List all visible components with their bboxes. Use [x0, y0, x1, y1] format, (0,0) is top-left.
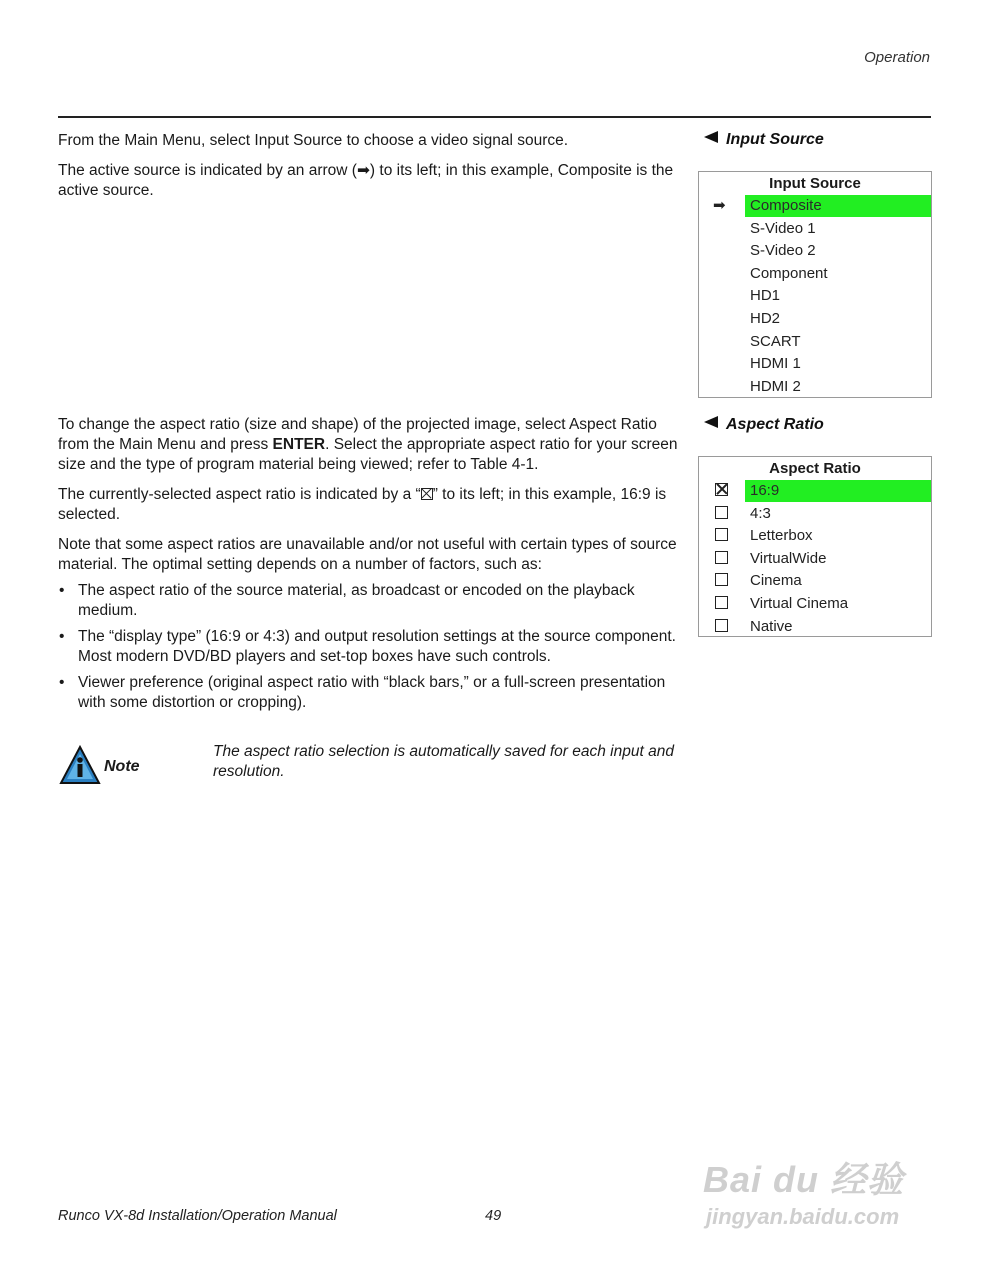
checkbox-wrap [713, 503, 733, 525]
menu-item-hdmi2[interactable] [699, 376, 931, 399]
menu-item-label: SCART [750, 332, 801, 350]
menu-item-4-3[interactable] [699, 503, 931, 526]
aspect-para2-start: The currently-selected aspect ratio is indicated by a “ [58, 486, 421, 503]
checkbox-wrap [713, 525, 733, 547]
menu-item-label: HD2 [750, 309, 781, 327]
menu-item-label: HDMI 1 [750, 355, 801, 373]
list-item: • Viewer preference (original aspect ratio with “black bars,” or a full-screen presentation with some distortion or cropping). [58, 673, 683, 713]
checked-checkbox-icon[interactable] [715, 483, 728, 496]
menu-item-label: VirtualWide [750, 549, 827, 567]
checkbox-icon[interactable] [715, 596, 728, 609]
note-label: Note [104, 758, 140, 775]
input-source-heading-label: Input Source [726, 131, 824, 148]
section-header: Operation [864, 49, 930, 66]
input-source-menu-title: Input Source [769, 175, 861, 192]
aspect-ratio-heading [704, 416, 824, 434]
checkbox-wrap [713, 616, 733, 638]
checkbox-icon[interactable] [715, 551, 728, 564]
menu-item-composite[interactable] [699, 195, 931, 218]
aspect-para1 [58, 415, 683, 475]
aspect-para2-end: ” to its left; in this example, 16:9 is selected. [58, 486, 667, 523]
menu-item-16-9[interactable] [699, 480, 931, 503]
aspect-ratio-heading-label: Aspect Ratio [726, 416, 824, 433]
heading-pointer-icon [704, 416, 718, 428]
input-source-menu [698, 171, 932, 398]
page-number: 49 [485, 1208, 502, 1224]
menu-item-label: Virtual Cinema [750, 594, 849, 612]
menu-item-svideo1[interactable] [699, 218, 931, 241]
menu-item-label: 16:9 [745, 480, 931, 502]
aspect-para2 [58, 485, 683, 525]
input-source-text [58, 131, 683, 201]
list-item: • The aspect ratio of the source material, as broadcast or encoded on the playback medium. [58, 581, 683, 621]
menu-item-hd2[interactable] [699, 308, 931, 331]
menu-item-svideo2[interactable] [699, 240, 931, 263]
aspect-ratio-menu [698, 456, 932, 637]
checkbox-icon[interactable] [715, 619, 728, 632]
aspect-ratio-text [58, 415, 683, 719]
aspect-para1-end: . Select the appropriate aspect ratio for your screen size and the type of program material being viewed; refer to Table 4-1. [58, 436, 678, 473]
input-source-para1: From the Main Menu, select Input Source to choose a video signal source. [58, 132, 569, 149]
menu-item-hdmi1[interactable] [699, 353, 931, 376]
menu-item-label: S-Video 2 [750, 242, 816, 260]
active-arrow-icon: ➡ [713, 197, 726, 214]
input-source-para2: The active source is indicated by an arrow (➡) to its left; in this example, Composite is the active source. [58, 162, 674, 199]
factor-list [58, 581, 683, 713]
checkbox-icon[interactable] [715, 528, 728, 541]
menu-item-component[interactable] [699, 263, 931, 286]
checkbox-wrap [713, 548, 733, 570]
checkbox-wrap [713, 593, 733, 615]
aspect-para3: Note that some aspect ratios are unavailable and/or not useful with certain types of source material. The optimal setting depends on a number of factors, such as: [58, 536, 677, 573]
input-source-heading [704, 131, 824, 149]
header-rule [58, 116, 931, 118]
menu-item-label: Component [750, 264, 828, 282]
menu-item-virtualwide[interactable] [699, 548, 931, 571]
enter-key-label: ENTER [272, 436, 326, 453]
menu-item-label: Native [750, 617, 793, 635]
list-item: • The “display type” (16:9 or 4:3) and output resolution settings at the source component. Most modern DVD/BD players and set-top boxes have such controls. [58, 627, 683, 667]
watermark-logo: Bai du 经验 [703, 1159, 905, 1200]
aspect-ratio-menu-title: Aspect Ratio [769, 460, 861, 477]
menu-item-label: Cinema [750, 572, 802, 590]
menu-item-native[interactable] [699, 616, 931, 639]
menu-item-label: S-Video 1 [750, 219, 816, 237]
note-text: The aspect ratio selection is automatically saved for each input and resolution. [213, 743, 674, 780]
heading-pointer-icon [704, 131, 718, 143]
aspect-para1-start: To change the aspect ratio (size and shape) of the projected image, select Aspect Ratio from the Main Menu and press [58, 416, 657, 453]
menu-item-hd1[interactable] [699, 285, 931, 308]
menu-item-label: HD1 [750, 287, 781, 305]
note-warning-icon [59, 745, 101, 785]
checkbox-wrap [713, 570, 733, 592]
checkbox-wrap [713, 480, 733, 502]
checked-box-icon [421, 488, 433, 500]
menu-item-label: HDMI 2 [750, 377, 801, 395]
checkbox-icon[interactable] [715, 506, 728, 519]
menu-item-label: Letterbox [750, 527, 813, 545]
watermark-url: jingyan.baidu.com [706, 1204, 900, 1229]
menu-item-scart[interactable] [699, 331, 931, 354]
checkbox-icon[interactable] [715, 573, 728, 586]
menu-item-letterbox[interactable] [699, 525, 931, 548]
menu-item-label: 4:3 [750, 504, 771, 522]
footer-manual-title: Runco VX-8d Installation/Operation Manual [58, 1208, 337, 1224]
menu-item-cinema[interactable] [699, 570, 931, 593]
menu-item-label: Composite [745, 195, 931, 217]
menu-item-virtual-cinema[interactable] [699, 593, 931, 616]
